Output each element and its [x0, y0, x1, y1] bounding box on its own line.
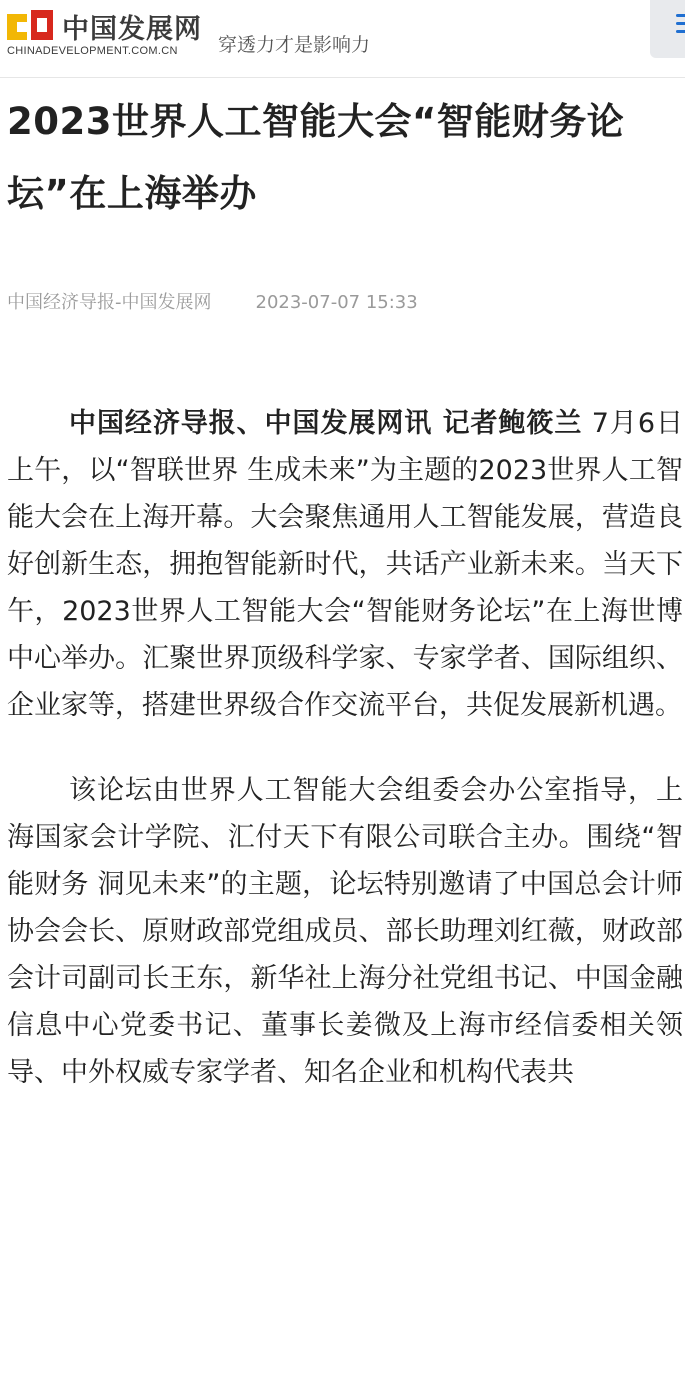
paragraph-text: 7月6日上午，以“智联世界 生成未来”为主题的2023世界人工智能大会在上海开幕。大会聚焦通用人工智能发展，营造良好创新生态，拥抱智能新时代，共话产业新未来。当天下午，2023世界人工智能大会“智能财务论坛”在上海世博中心举办。汇聚世界顶级科学家、专家学者、国际组织、企业家等，搭建世界级合作交流平台，共促发展新机遇。 — [7, 408, 684, 721]
article-date: 2023-07-07 15:33 — [255, 292, 418, 313]
article-body — [7, 400, 683, 1134]
menu-icon-bar — [676, 30, 685, 33]
article-meta — [7, 288, 418, 314]
logo-mark-icon — [7, 10, 55, 42]
article-byline: 中国经济导报、中国发展网讯 记者鲍筱兰 — [69, 408, 583, 439]
menu-icon-bar — [676, 22, 685, 25]
paragraph-text: 该论坛由世界人工智能大会组委会办公室指导，上海国家会计学院、汇付天下有限公司联合主办。围绕“智能财务 洞见未来”的主题，论坛特别邀请了中国总会计师协会会长、原财政部党组成员、部长助理刘红薇，财政部会计司副司长王东，新华社上海分社党组书记、中国金融信息中心党委书记、董事长姜微及上海市经信委相关领导、中外权威专家学者、知名企业和机构代表共 — [7, 775, 683, 1088]
article-title: 2023世界人工智能大会“智能财务论坛”在上海举办 — [7, 100, 625, 215]
article-paragraph — [7, 767, 683, 1096]
menu-button[interactable] — [650, 0, 685, 58]
logo-name: 中国发展网 — [62, 14, 202, 45]
menu-icon — [676, 14, 685, 17]
site-slogan: 穿透力才是影响力 — [218, 34, 371, 56]
site-logo[interactable] — [7, 7, 202, 63]
article-source[interactable]: 中国经济导报-中国发展网 — [7, 292, 212, 313]
article-paragraph — [7, 400, 683, 729]
site-header — [0, 0, 685, 78]
logo-domain: CHINADEVELOPMENT.COM.CN — [7, 45, 178, 57]
